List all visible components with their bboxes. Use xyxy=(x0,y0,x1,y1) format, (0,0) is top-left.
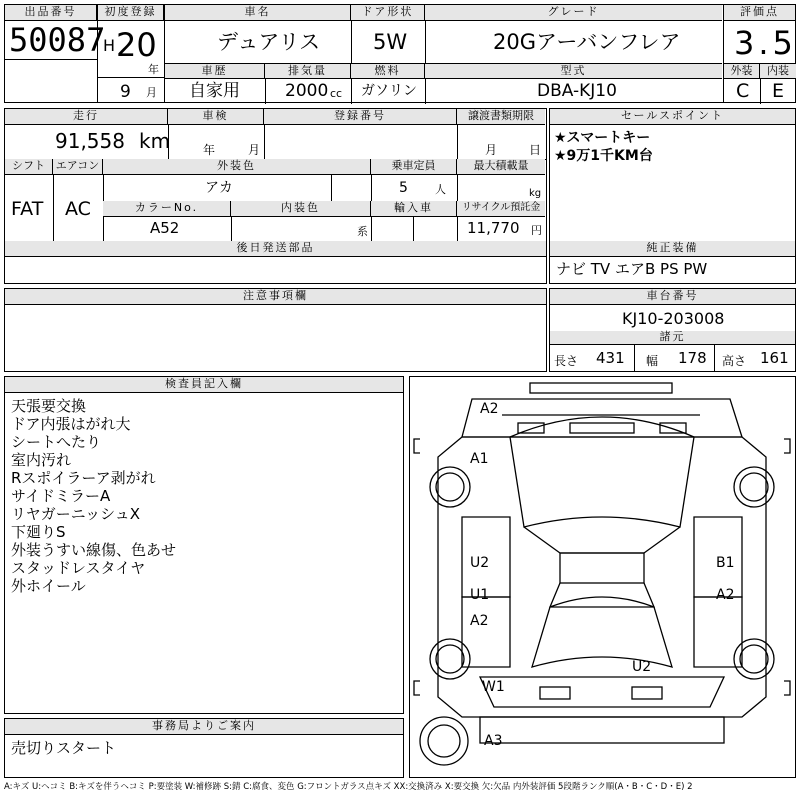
sales-point-header: セールスポイント xyxy=(550,109,795,125)
first-reg-year-unit: 年 xyxy=(148,63,159,76)
mileage: 91,558 xyxy=(55,129,125,153)
interior-header: 内装 xyxy=(760,63,796,79)
shift-header: シフト xyxy=(5,159,53,175)
reg-no-header: 登録番号 xyxy=(264,109,457,125)
note-line: 天張要交換 xyxy=(11,397,87,415)
displacement: 2000 xyxy=(285,81,329,101)
later-parts-header: 後日発送部品 xyxy=(5,241,546,257)
note-line: シートへたり xyxy=(11,433,102,451)
genuine-equip: ナビ TV エアB PS PW xyxy=(556,260,708,278)
length-label: 長さ xyxy=(554,354,579,368)
note-line: 室内汚れ xyxy=(11,451,72,469)
door-header: ドア形状 xyxy=(351,5,425,21)
car-info-box xyxy=(164,4,724,103)
height-label: 高さ xyxy=(722,354,747,368)
damage-mark: A2 xyxy=(480,401,499,417)
int-color-unit: 系 xyxy=(357,225,368,238)
score-box xyxy=(723,4,796,103)
grade: 20Gアーバンフレア xyxy=(493,30,681,54)
inspector-notes-list xyxy=(11,397,176,595)
score-header: 評価点 xyxy=(724,5,795,21)
transfer-day-unit: 日 xyxy=(529,143,542,157)
sales-point-box xyxy=(549,108,796,284)
first-reg-header: 初度登録 xyxy=(98,5,164,21)
fuel-header: 燃料 xyxy=(351,63,425,79)
damage-mark: A2 xyxy=(716,587,735,603)
height-value: 161 xyxy=(760,349,789,367)
recycle-header: リサイクル預託金 xyxy=(457,201,545,217)
car-name-header: 車名 xyxy=(165,5,351,21)
transfer-doc-header: 譲渡書類期限 xyxy=(457,109,545,125)
width-value: 178 xyxy=(678,349,707,367)
fuel: ガソリン xyxy=(361,83,417,99)
model-code: DBA-KJ10 xyxy=(537,81,617,101)
width-label: 幅 xyxy=(646,354,659,368)
damage-mark: B1 xyxy=(716,555,735,571)
lot-number-box xyxy=(4,4,106,60)
grade-header: グレード xyxy=(425,5,722,21)
first-reg-month: 9 xyxy=(120,82,131,102)
aircon-header: エアコン xyxy=(53,159,103,175)
damage-mark: U2 xyxy=(632,659,652,675)
first-reg-year: 20 xyxy=(116,26,157,64)
note-line: 下廻りS xyxy=(11,523,66,541)
history-header: 車歴 xyxy=(165,63,265,79)
exterior-grade: C xyxy=(736,80,750,102)
displacement-unit: cc xyxy=(330,87,343,100)
capacity: 5 xyxy=(399,180,408,196)
mileage-unit: km xyxy=(139,129,171,153)
damage-mark: W1 xyxy=(482,679,505,695)
first-reg-box xyxy=(97,4,165,103)
import-header: 輸入車 xyxy=(371,201,457,217)
exterior-header: 外装 xyxy=(724,63,760,79)
genuine-equip-header: 純正装備 xyxy=(550,241,795,257)
note-line: サイドミラーA xyxy=(11,487,111,505)
note-line: スタッドレスタイヤ xyxy=(11,559,146,577)
damage-mark: A2 xyxy=(470,613,489,629)
int-color-header: 内装色 xyxy=(231,201,371,217)
mileage-block xyxy=(4,108,547,284)
sales-point-2: ★9万1千KM台 xyxy=(554,148,653,164)
inspection-year-unit: 年 xyxy=(203,143,216,157)
displacement-header: 排気量 xyxy=(265,63,351,79)
car-name: デュアリス xyxy=(217,30,321,54)
note-line: Rスポイラーア剥がれ xyxy=(11,469,156,487)
notes-box xyxy=(4,288,547,372)
transfer-month-unit: 月 xyxy=(485,143,498,157)
damage-mark: A3 xyxy=(484,733,503,749)
interior-grade: E xyxy=(772,80,785,102)
door-type: 5W xyxy=(373,30,408,54)
color-no: A52 xyxy=(150,219,180,237)
lot-number: 50087 xyxy=(9,21,106,59)
car-diagram-box xyxy=(409,376,796,778)
inspector-notes-header: 検査員記入欄 xyxy=(5,377,403,393)
max-load-header: 最大積載量 xyxy=(457,159,545,175)
car-diagram xyxy=(410,377,794,776)
chassis-no: KJ10-203008 xyxy=(622,309,725,328)
inspection-header: 車検 xyxy=(168,109,264,125)
max-load-unit: kg xyxy=(529,188,542,199)
lot-number-header: 出品番号 xyxy=(5,5,97,21)
first-reg-month-unit: 月 xyxy=(146,86,157,99)
damage-mark: A1 xyxy=(470,451,489,467)
color-no-header: カラーNo. xyxy=(103,201,231,217)
aircon: AC xyxy=(65,198,91,220)
capacity-header: 乗車定員 xyxy=(371,159,457,175)
lot-number-lower xyxy=(4,59,98,103)
capacity-unit: 人 xyxy=(435,183,446,196)
sales-point-1: ★スマートキー xyxy=(554,130,651,146)
recycle-fee: 11,770 xyxy=(467,219,520,237)
office-note-line: 売切りスタート xyxy=(11,739,117,757)
shift: FAT xyxy=(11,198,44,220)
ext-color-header: 外装色 xyxy=(103,159,371,175)
note-line: ドア内張はがれ大 xyxy=(11,415,131,433)
score: 3.5 xyxy=(734,24,797,62)
damage-mark: U1 xyxy=(470,587,490,603)
recycle-unit: 円 xyxy=(531,224,542,237)
mileage-header: 走行 xyxy=(5,109,168,125)
model-header: 型式 xyxy=(425,63,722,79)
ext-color: アカ xyxy=(205,180,233,196)
history: 自家用 xyxy=(189,81,240,101)
note-line: リヤガーニッシュX xyxy=(11,505,141,523)
notes-header: 注意事項欄 xyxy=(5,289,546,305)
length-value: 431 xyxy=(596,349,625,367)
legend: A:キズ U:ヘコミ B:キズを伴うヘコミ P:要塗装 W:補修跡 S:錆 C:腐食、変色 G:フロントガラス点キズ XX:交換済み X:要交換 欠:欠品 内外装評価 5段階ランク順(A・B・C・D・E) 2 xyxy=(4,782,693,792)
inspection-month-unit: 月 xyxy=(248,143,261,157)
office-notes-header: 事務局よりご案内 xyxy=(5,719,403,735)
chassis-header: 車台番号 xyxy=(550,289,795,305)
inspector-notes-box xyxy=(4,376,404,714)
damage-mark: U2 xyxy=(470,555,490,571)
office-notes-list xyxy=(11,739,116,757)
note-line: 外ホイール xyxy=(11,577,86,595)
chassis-box xyxy=(549,288,796,372)
first-reg-era: H xyxy=(103,36,116,55)
specs-header: 諸元 xyxy=(550,331,795,345)
office-notes-box xyxy=(4,718,404,778)
note-line: 外装うすい線傷、色あせ xyxy=(11,541,177,559)
